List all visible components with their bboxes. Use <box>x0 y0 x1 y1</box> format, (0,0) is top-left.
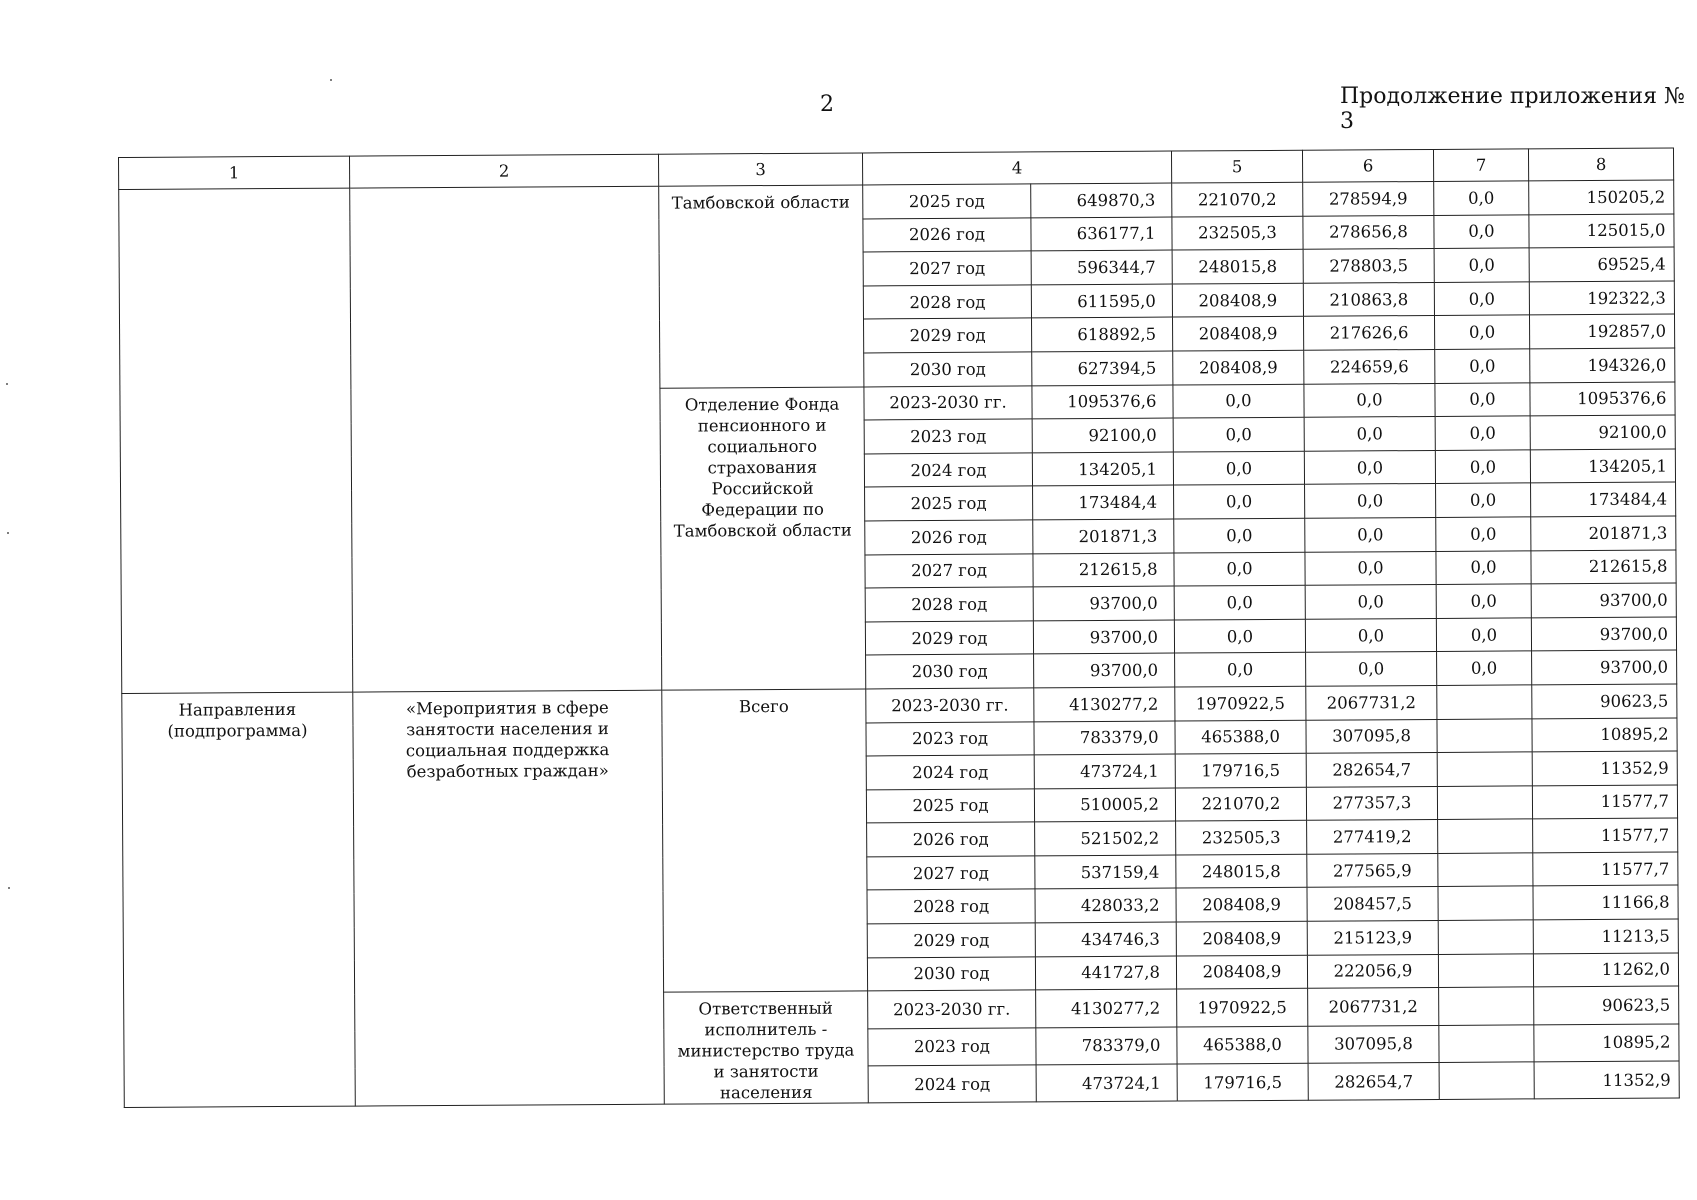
total-value-cell: 134205,1 <box>1032 452 1173 486</box>
other-value-cell: 11577,7 <box>1533 852 1678 886</box>
regional-value-cell: 0,0 <box>1305 585 1436 619</box>
regional-value-cell: 2067731,2 <box>1306 685 1437 719</box>
program-name-cell <box>350 186 662 692</box>
other-value-cell: 93700,0 <box>1531 617 1676 651</box>
federal-value-cell: 179716,5 <box>1177 1063 1308 1101</box>
other-value-cell: 90623,5 <box>1532 684 1677 718</box>
local-value-cell <box>1438 886 1533 920</box>
period-cell: 2028 год <box>865 587 1033 622</box>
period-cell: 2029 год <box>865 621 1033 656</box>
other-value-cell: 194326,0 <box>1530 348 1675 382</box>
local-value-cell <box>1438 954 1533 988</box>
federal-value-cell: 232505,3 <box>1172 216 1303 250</box>
regional-value-cell: 282654,7 <box>1308 1062 1439 1100</box>
federal-value-cell: 0,0 <box>1174 485 1305 519</box>
program-name-cell: «Мероприятия в сфере занятости населения и социальная поддержка безработных граждан» <box>353 690 665 1106</box>
other-value-cell: 11577,7 <box>1532 785 1677 819</box>
other-value-cell: 11262,0 <box>1533 953 1678 987</box>
period-cell: 2023-2030 гг. <box>868 990 1036 1028</box>
direction-cell: Направления (подпрограмма) <box>122 692 356 1108</box>
federal-value-cell: 248015,8 <box>1172 249 1303 283</box>
total-value-cell: 428033,2 <box>1035 889 1176 923</box>
period-cell: 2026 год <box>863 218 1031 253</box>
total-value-cell: 93700,0 <box>1033 586 1174 620</box>
column-header: 7 <box>1433 149 1528 182</box>
local-value-cell <box>1438 853 1533 887</box>
regional-value-cell: 0,0 <box>1305 517 1436 551</box>
period-cell: 2026 год <box>865 520 1033 555</box>
other-value-cell: 11213,5 <box>1533 919 1678 953</box>
regional-value-cell: 0,0 <box>1306 652 1437 686</box>
period-cell: 2024 год <box>866 755 1034 790</box>
other-value-cell: 92100,0 <box>1530 415 1675 449</box>
federal-value-cell: 208408,9 <box>1172 317 1303 351</box>
regional-value-cell: 277565,9 <box>1307 853 1438 887</box>
local-value-cell: 0,0 <box>1436 483 1531 517</box>
column-header: 4 <box>862 151 1171 185</box>
other-value-cell: 10895,2 <box>1534 1024 1679 1062</box>
period-cell: 2025 год <box>865 486 1033 521</box>
regional-value-cell: 277419,2 <box>1307 820 1438 854</box>
total-value-cell: 93700,0 <box>1033 620 1174 654</box>
period-cell: 2028 год <box>867 889 1035 924</box>
regional-value-cell: 0,0 <box>1305 618 1436 652</box>
other-value-cell: 69525,4 <box>1529 247 1674 281</box>
period-cell: 2026 год <box>867 822 1035 857</box>
other-value-cell: 1095376,6 <box>1530 382 1675 416</box>
local-value-cell <box>1438 920 1533 954</box>
other-value-cell: 11577,7 <box>1533 818 1678 852</box>
other-value-cell: 212615,8 <box>1531 550 1676 584</box>
budget-table <box>118 147 1680 1108</box>
total-value-cell: 92100,0 <box>1032 418 1173 452</box>
regional-value-cell: 217626,6 <box>1303 316 1434 350</box>
other-value-cell: 11352,9 <box>1534 1061 1679 1099</box>
period-cell: 2023-2030 гг. <box>866 688 1034 723</box>
local-value-cell: 0,0 <box>1435 349 1530 383</box>
total-value-cell: 473724,1 <box>1034 754 1175 788</box>
local-value-cell: 0,0 <box>1435 416 1530 450</box>
regional-value-cell: 278656,8 <box>1303 215 1434 249</box>
federal-value-cell: 208408,9 <box>1176 921 1307 955</box>
period-cell: 2028 год <box>863 285 1031 320</box>
period-cell: 2029 год <box>864 318 1032 353</box>
appendix-heading: Продолжение приложения № 3 <box>1340 84 1685 134</box>
local-value-cell <box>1438 819 1533 853</box>
source-cell: Ответственный исполнитель - министерство труда и занятости населения <box>664 991 869 1104</box>
federal-value-cell: 208408,9 <box>1176 955 1307 989</box>
other-value-cell: 150205,2 <box>1529 180 1674 214</box>
regional-value-cell: 210863,8 <box>1303 282 1434 316</box>
total-value-cell: 212615,8 <box>1033 553 1174 587</box>
federal-value-cell: 221070,2 <box>1172 182 1303 216</box>
column-header: 3 <box>658 153 862 186</box>
federal-value-cell: 0,0 <box>1174 552 1305 586</box>
regional-value-cell: 0,0 <box>1304 383 1435 417</box>
federal-value-cell: 179716,5 <box>1175 753 1306 787</box>
regional-value-cell: 0,0 <box>1305 484 1436 518</box>
federal-value-cell: 0,0 <box>1175 653 1306 687</box>
regional-value-cell: 0,0 <box>1304 450 1435 484</box>
other-value-cell: 93700,0 <box>1532 650 1677 684</box>
period-cell: 2030 год <box>867 957 1035 992</box>
local-value-cell: 0,0 <box>1436 517 1531 551</box>
total-value-cell: 201871,3 <box>1033 519 1174 553</box>
scan-speck <box>7 532 9 534</box>
period-cell: 2027 год <box>865 553 1033 588</box>
total-value-cell: 93700,0 <box>1034 653 1175 687</box>
period-cell: 2023 год <box>864 419 1032 454</box>
regional-value-cell: 307095,8 <box>1306 719 1437 753</box>
other-value-cell: 10895,2 <box>1532 717 1677 751</box>
regional-value-cell: 277357,3 <box>1306 786 1437 820</box>
source-cell: Тамбовской области <box>659 185 864 388</box>
local-value-cell: 0,0 <box>1434 214 1529 248</box>
other-value-cell: 125015,0 <box>1529 214 1674 248</box>
local-value-cell <box>1437 685 1532 719</box>
local-value-cell: 0,0 <box>1435 382 1530 416</box>
direction-cell <box>119 188 353 693</box>
federal-value-cell: 208408,9 <box>1172 283 1303 317</box>
federal-value-cell: 1970922,5 <box>1177 988 1308 1026</box>
period-cell: 2023 год <box>868 1027 1036 1065</box>
total-value-cell: 627394,5 <box>1032 351 1173 385</box>
period-cell: 2025 год <box>866 789 1034 824</box>
local-value-cell <box>1439 987 1534 1025</box>
other-value-cell: 11166,8 <box>1533 885 1678 919</box>
total-value-cell: 4130277,2 <box>1034 687 1175 721</box>
page-number: 2 <box>820 92 834 117</box>
regional-value-cell: 307095,8 <box>1308 1025 1439 1063</box>
period-cell: 2024 год <box>864 453 1032 488</box>
federal-value-cell: 248015,8 <box>1176 854 1307 888</box>
local-value-cell: 0,0 <box>1435 450 1530 484</box>
local-value-cell: 0,0 <box>1434 248 1529 282</box>
other-value-cell: 134205,1 <box>1530 449 1675 483</box>
local-value-cell <box>1437 718 1532 752</box>
regional-value-cell: 278803,5 <box>1303 249 1434 283</box>
total-value-cell: 4130277,2 <box>1036 989 1177 1027</box>
total-value-cell: 596344,7 <box>1031 250 1172 284</box>
local-value-cell: 0,0 <box>1434 282 1529 316</box>
other-value-cell: 192322,3 <box>1529 281 1674 315</box>
regional-value-cell: 215123,9 <box>1307 921 1438 955</box>
regional-value-cell: 0,0 <box>1305 551 1436 585</box>
total-value-cell: 636177,1 <box>1031 217 1172 251</box>
total-value-cell: 537159,4 <box>1035 855 1176 889</box>
local-value-cell <box>1437 752 1532 786</box>
period-cell: 2027 год <box>863 251 1031 286</box>
column-header: 1 <box>119 156 350 189</box>
period-cell: 2029 год <box>867 923 1035 958</box>
federal-value-cell: 0,0 <box>1174 619 1305 653</box>
column-header: 2 <box>349 154 658 188</box>
regional-value-cell: 2067731,2 <box>1308 988 1439 1026</box>
other-value-cell: 192857,0 <box>1529 314 1674 348</box>
federal-value-cell: 0,0 <box>1173 384 1304 418</box>
total-value-cell: 1095376,6 <box>1032 385 1173 419</box>
total-value-cell: 173484,4 <box>1033 485 1174 519</box>
scan-speck <box>6 383 8 385</box>
regional-value-cell: 282654,7 <box>1306 753 1437 787</box>
total-value-cell: 611595,0 <box>1031 284 1172 318</box>
federal-value-cell: 208408,9 <box>1173 350 1304 384</box>
scan-speck <box>8 887 10 889</box>
scan-speck <box>330 79 332 81</box>
federal-value-cell: 465388,0 <box>1177 1026 1308 1064</box>
other-value-cell: 201871,3 <box>1531 516 1676 550</box>
period-cell: 2023 год <box>866 721 1034 756</box>
period-cell: 2025 год <box>863 184 1031 219</box>
local-value-cell: 0,0 <box>1434 181 1529 215</box>
total-value-cell: 441727,8 <box>1035 956 1176 990</box>
period-cell: 2030 год <box>866 654 1034 689</box>
regional-value-cell: 208457,5 <box>1307 887 1438 921</box>
local-value-cell <box>1439 1024 1534 1062</box>
period-cell: 2024 год <box>868 1065 1036 1103</box>
local-value-cell: 0,0 <box>1436 584 1531 618</box>
total-value-cell: 473724,1 <box>1036 1064 1177 1102</box>
period-cell: 2027 год <box>867 856 1035 891</box>
federal-value-cell: 0,0 <box>1174 518 1305 552</box>
federal-value-cell: 232505,3 <box>1176 821 1307 855</box>
federal-value-cell: 465388,0 <box>1175 720 1306 754</box>
local-value-cell: 0,0 <box>1436 618 1531 652</box>
regional-value-cell: 0,0 <box>1304 417 1435 451</box>
total-value-cell: 510005,2 <box>1034 788 1175 822</box>
total-value-cell: 618892,5 <box>1032 317 1173 351</box>
total-value-cell: 783379,0 <box>1036 1027 1177 1065</box>
other-value-cell: 173484,4 <box>1531 482 1676 516</box>
period-cell: 2030 год <box>864 352 1032 387</box>
federal-value-cell: 1970922,5 <box>1175 686 1306 720</box>
column-header: 6 <box>1302 149 1433 182</box>
other-value-cell: 93700,0 <box>1531 583 1676 617</box>
local-value-cell <box>1437 786 1532 820</box>
source-cell: Отделение Фонда пенсионного и социального страхования Российской Федерации по Тамбовской области <box>660 387 866 691</box>
local-value-cell: 0,0 <box>1434 315 1529 349</box>
federal-value-cell: 208408,9 <box>1176 888 1307 922</box>
other-value-cell: 11352,9 <box>1532 751 1677 785</box>
federal-value-cell: 0,0 <box>1173 451 1304 485</box>
local-value-cell <box>1439 1062 1534 1100</box>
regional-value-cell: 278594,9 <box>1303 181 1434 215</box>
total-value-cell: 521502,2 <box>1035 821 1176 855</box>
total-value-cell: 434746,3 <box>1035 922 1176 956</box>
regional-value-cell: 222056,9 <box>1307 954 1438 988</box>
total-value-cell: 649870,3 <box>1031 183 1172 217</box>
total-value-cell: 783379,0 <box>1034 721 1175 755</box>
column-header: 5 <box>1171 150 1302 183</box>
federal-value-cell: 0,0 <box>1173 417 1304 451</box>
local-value-cell: 0,0 <box>1437 651 1532 685</box>
federal-value-cell: 0,0 <box>1174 585 1305 619</box>
regional-value-cell: 224659,6 <box>1304 349 1435 383</box>
period-cell: 2023-2030 гг. <box>864 385 1032 420</box>
column-header: 8 <box>1528 148 1673 181</box>
federal-value-cell: 221070,2 <box>1175 787 1306 821</box>
local-value-cell: 0,0 <box>1436 550 1531 584</box>
source-cell: Всего <box>662 689 868 993</box>
other-value-cell: 90623,5 <box>1534 986 1679 1024</box>
